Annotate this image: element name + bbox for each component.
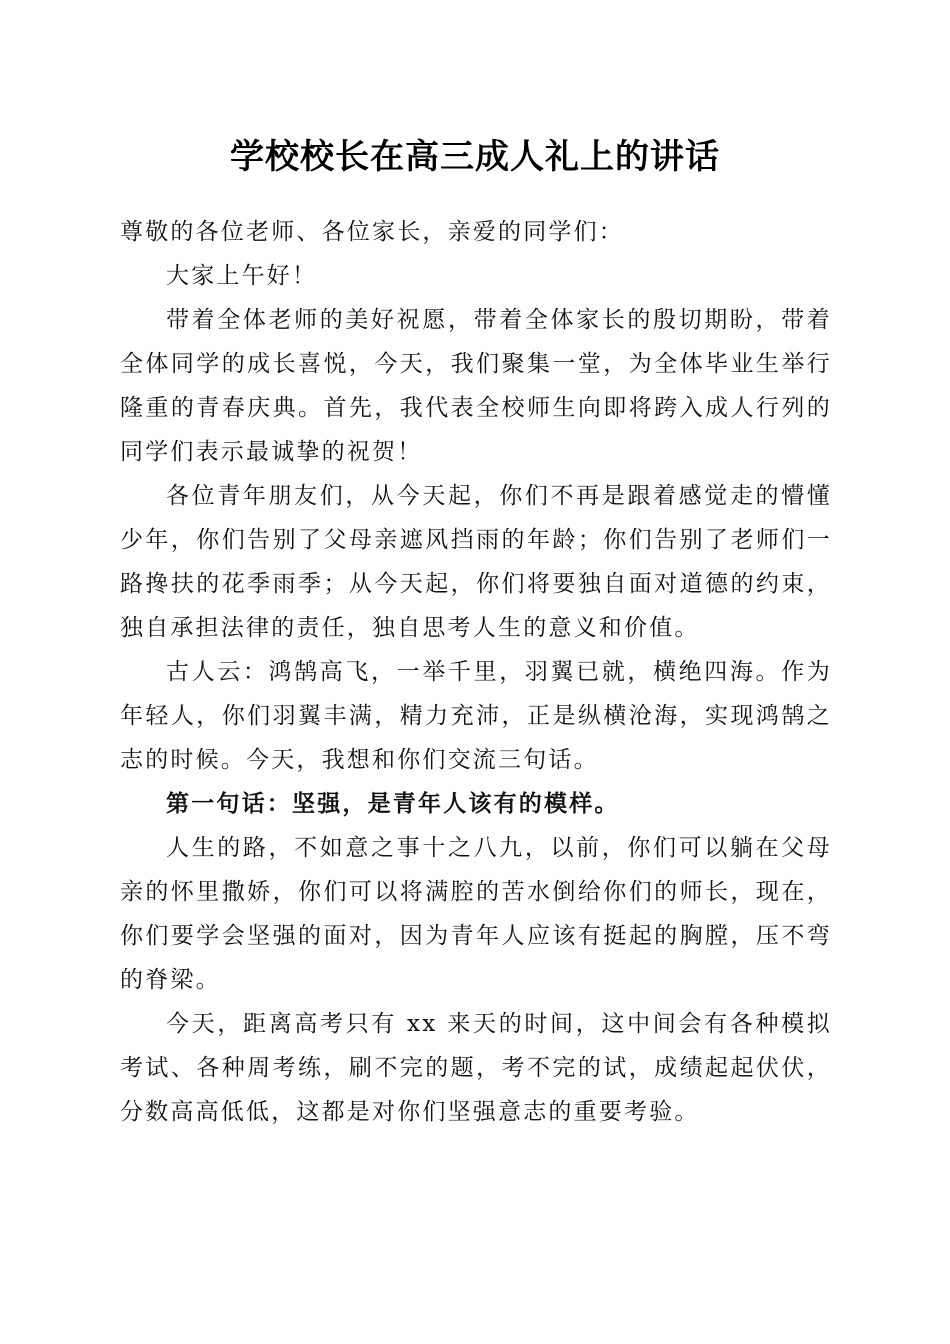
paragraph: 人生的路，不如意之事十之八九，以前，你们可以躺在父母亲的怀里撒娇，你们可以将满腔的苦水倒给你们的师长，现在，你们要学会坚强的面对，因为青年人应该有挺起的胸膛，压不弯的脊梁。: [120, 835, 832, 993]
document-body: [120, 210, 832, 1134]
section-heading: 第一句话：坚强，是青年人该有的模样。: [166, 790, 620, 817]
salutation: 尊敬的各位老师、各位家长，亲爱的同学们：: [120, 219, 624, 245]
paragraph: 带着全体老师的美好祝愿，带着全体家长的殷切期盼，带着全体同学的成长喜悦，今天，我们聚集一堂，为全体毕业生举行隆重的青春庆典。首先，我代表全校师生向即将跨入成人行列的同学们表示最诚挚的祝贺！: [120, 307, 832, 465]
paragraph: 今天，距离高考只有 xx 来天的时间，这中间会有各种模拟考试、各种周考练，刷不完的题，考不完的试，成绩起起伏伏，分数高高低低，这都是对你们坚强意志的重要考验。: [120, 1011, 832, 1125]
greeting: 大家上午好！: [166, 263, 318, 289]
paragraph: 古人云：鸿鹄高飞，一举千里，羽翼已就，横绝四海。作为年轻人，你们羽翼丰满，精力充沛，正是纵横沧海，实现鸿鹄之志的时候。今天，我想和你们交流三句话。: [120, 659, 832, 773]
paragraph: 各位青年朋友们，从今天起，你们不再是跟着感觉走的懵懂少年，你们告别了父母亲遮风挡雨的年龄；你们告别了老师们一路搀扶的花季雨季；从今天起，你们将要独自面对道德的约束，独自承担法律的责任，独自思考人生的意义和价值。: [120, 483, 832, 641]
page-title: 学校校长在高三成人礼上的讲话: [230, 137, 720, 177]
